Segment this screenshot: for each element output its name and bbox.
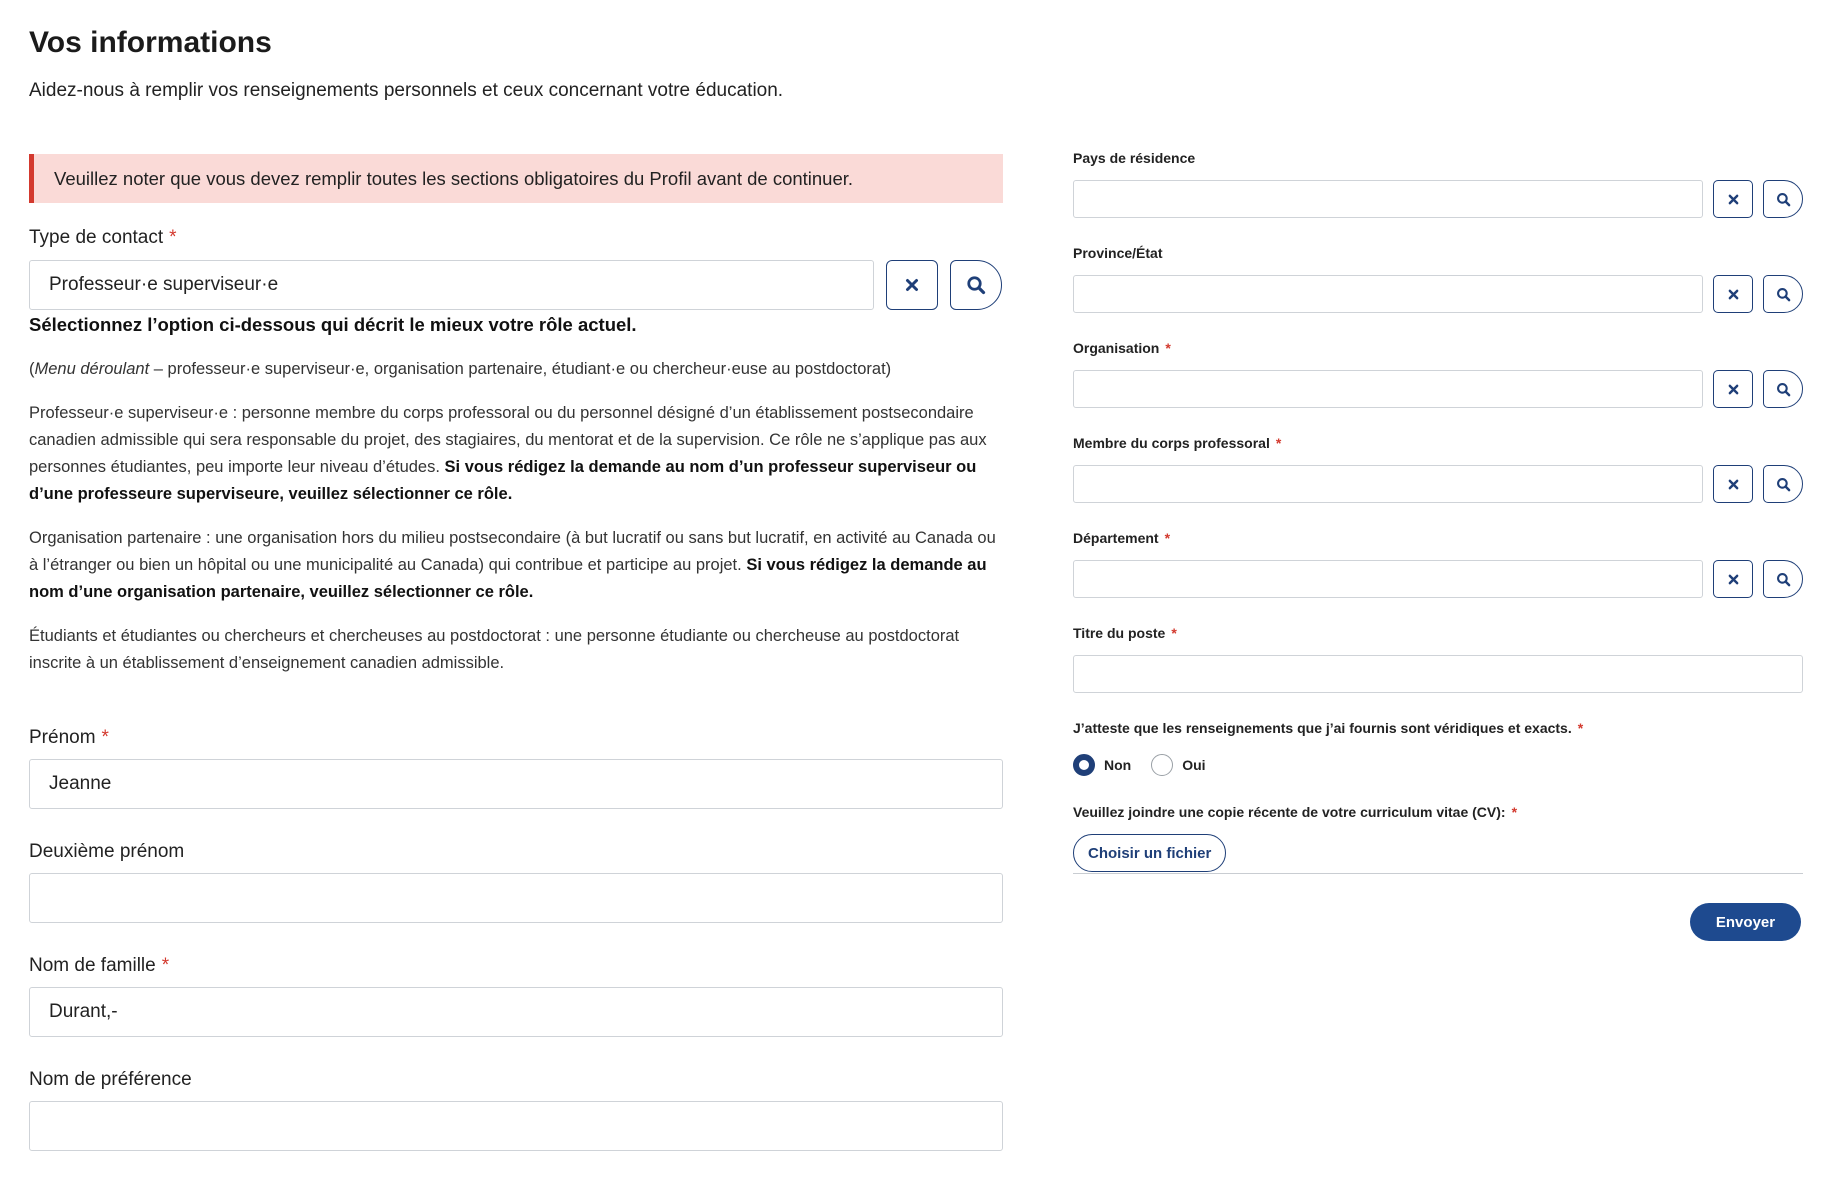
cv-label: [1073, 804, 1803, 822]
province-clear-button[interactable]: [1713, 275, 1753, 313]
role-desc-organisation-text: Organisation partenaire : une organisation hors du milieu postsecondaire (à but lucratif ou sans but lucratif, en activité au Canada ou à l’étranger ou bien un hôpital ou une municipalité au Canada) qui contribue et participe au projet.: [29, 529, 996, 574]
preferred-name-input[interactable]: [29, 1101, 1003, 1151]
middle-name-input[interactable]: [29, 873, 1003, 923]
menu-note-italic: Menu déroulant: [34, 360, 150, 378]
cv-group: [1073, 804, 1803, 872]
required-marker: *: [169, 227, 177, 248]
organisation-search-button[interactable]: [1763, 370, 1803, 408]
required-marker: *: [161, 955, 170, 976]
role-desc-professor-bold: Si vous rédigez la demande au nom d’un professeur superviseur ou d’une professeure superviseure, veuillez sélectionner ce rôle.: [29, 458, 977, 503]
required-sections-alert: [29, 154, 1003, 203]
contact-type-help: Sélectionnez l’option ci-dessous qui décrit le mieux votre rôle actuel.: [29, 314, 637, 335]
contact-type-group: [29, 227, 1003, 336]
page-title: Vos informations: [29, 26, 272, 59]
required-marker: *: [1165, 340, 1171, 356]
attest-group: [1073, 720, 1803, 776]
close-icon: [904, 277, 920, 293]
contact-type-label-text: Type de contact: [29, 227, 164, 248]
search-icon: [1776, 382, 1791, 397]
faculty-input[interactable]: [1073, 465, 1703, 503]
search-icon: [966, 275, 986, 295]
department-search-button[interactable]: [1763, 560, 1803, 598]
province-search-button[interactable]: [1763, 275, 1803, 313]
attest-label: [1073, 720, 1803, 738]
department-input[interactable]: [1073, 560, 1703, 598]
submit-button[interactable]: Envoyer: [1690, 903, 1801, 941]
department-group: [1073, 530, 1803, 598]
required-marker: *: [1511, 804, 1518, 820]
attest-option-oui-label: Oui: [1182, 757, 1206, 773]
menu-note: [29, 356, 1003, 383]
middle-name-label: Deuxième prénom: [29, 841, 185, 862]
role-desc-organisation-bold: Si vous rédigez la demande au nom d’une organisation partenaire, veuillez sélectionner ce rôle.: [29, 556, 987, 601]
close-icon: [1727, 288, 1740, 301]
page-subtitle: Aidez-nous à remplir vos renseignements personnels et ceux concernant votre éducation.: [29, 80, 784, 101]
menu-note-prefix: (: [29, 360, 35, 378]
required-marker: *: [1577, 720, 1584, 736]
province-input[interactable]: [1073, 275, 1703, 313]
search-icon: [1776, 287, 1791, 302]
last-name-label-text: Nom de famille: [29, 955, 156, 976]
last-name-label: [29, 955, 1003, 977]
job-title-label: [1073, 625, 1803, 643]
organisation-label: [1073, 340, 1803, 358]
contact-type-search-button[interactable]: [950, 260, 1002, 310]
role-desc-professor-text: Professeur·e superviseur·e : personne membre du corps professoral ou du personnel désigné d’un établissement postsecondaire canadien admissible qui sera responsable du projet, des stagiaires, du mentorat et de la supervision. Ce rôle ne s’applique pas aux personnes étudiantes, peu importe leur niveau d’études.: [29, 404, 987, 476]
department-label-text: Département: [1073, 530, 1159, 546]
last-name-group: [29, 955, 1003, 1037]
faculty-group: [1073, 435, 1803, 503]
country-input[interactable]: [1073, 180, 1703, 218]
organisation-label-text: Organisation: [1073, 340, 1160, 356]
first-name-label-text: Prénom: [29, 727, 96, 748]
first-name-value: Jeanne: [49, 773, 112, 794]
attest-radio-oui[interactable]: [1151, 754, 1173, 776]
first-name-group: [29, 727, 1003, 809]
role-desc-professor: [29, 400, 1003, 508]
search-icon: [1776, 477, 1791, 492]
job-title-group: [1073, 625, 1803, 693]
contact-type-label: [29, 227, 1003, 249]
country-search-button[interactable]: [1763, 180, 1803, 218]
department-label: [1073, 530, 1803, 548]
country-clear-button[interactable]: [1713, 180, 1753, 218]
faculty-search-button[interactable]: [1763, 465, 1803, 503]
left-column: [29, 154, 1003, 1151]
country-label: Pays de résidence: [1073, 150, 1196, 166]
role-desc-organisation: [29, 525, 1003, 606]
department-clear-button[interactable]: [1713, 560, 1753, 598]
job-title-label-text: Titre du poste: [1073, 625, 1166, 641]
close-icon: [1727, 478, 1740, 491]
right-column: [1073, 150, 1803, 872]
faculty-label: [1073, 435, 1803, 453]
close-icon: [1727, 383, 1740, 396]
province-group: [1073, 245, 1803, 313]
menu-note-rest: – professeur·e superviseur·e, organisation partenaire, étudiant·e ou chercheur·euse au postdoctorat): [149, 360, 892, 378]
last-name-value: Durant,-: [49, 1001, 118, 1022]
form-divider: [1073, 873, 1803, 874]
last-name-input[interactable]: [29, 987, 1003, 1037]
organisation-input[interactable]: [1073, 370, 1703, 408]
cv-label-text: Veuillez joindre une copie récente de votre curriculum vitae (CV):: [1073, 804, 1506, 820]
search-icon: [1776, 192, 1791, 207]
organisation-group: [1073, 340, 1803, 408]
close-icon: [1727, 193, 1740, 206]
contact-type-input[interactable]: [29, 260, 874, 310]
search-icon: [1776, 572, 1791, 587]
job-title-input[interactable]: [1073, 655, 1803, 693]
preferred-name-label: Nom de préférence: [29, 1069, 192, 1090]
required-marker: *: [1171, 625, 1177, 641]
first-name-input[interactable]: [29, 759, 1003, 809]
choose-file-button[interactable]: Choisir un fichier: [1073, 834, 1226, 872]
attest-label-text: J’atteste que les renseignements que j’ai fournis sont véridiques et exacts.: [1073, 720, 1572, 736]
middle-name-group: [29, 841, 1003, 923]
alert-text: Veuillez noter que vous devez remplir toutes les sections obligatoires du Profil avant de continuer.: [54, 167, 854, 189]
required-marker: *: [101, 727, 109, 748]
preferred-name-group: [29, 1069, 1003, 1151]
contact-type-clear-button[interactable]: [886, 260, 938, 310]
attest-option-non-label: Non: [1104, 757, 1132, 773]
organisation-clear-button[interactable]: [1713, 370, 1753, 408]
role-desc-student: Étudiants et étudiantes ou chercheurs et chercheuses au postdoctorat : une personne étudiante ou chercheuse au postdoctorat inscrite à un établissement d’enseignement canadien admissible.: [29, 627, 960, 672]
attest-radio-non[interactable]: [1073, 754, 1095, 776]
first-name-label: [29, 727, 1003, 749]
contact-type-value: Professeur·e superviseur·e: [49, 274, 279, 295]
faculty-clear-button[interactable]: [1713, 465, 1753, 503]
province-label: Province/État: [1073, 245, 1163, 261]
close-icon: [1727, 573, 1740, 586]
country-group: [1073, 150, 1803, 218]
required-marker: *: [1275, 435, 1282, 451]
faculty-label-text: Membre du corps professoral: [1073, 435, 1270, 451]
required-marker: *: [1164, 530, 1171, 546]
